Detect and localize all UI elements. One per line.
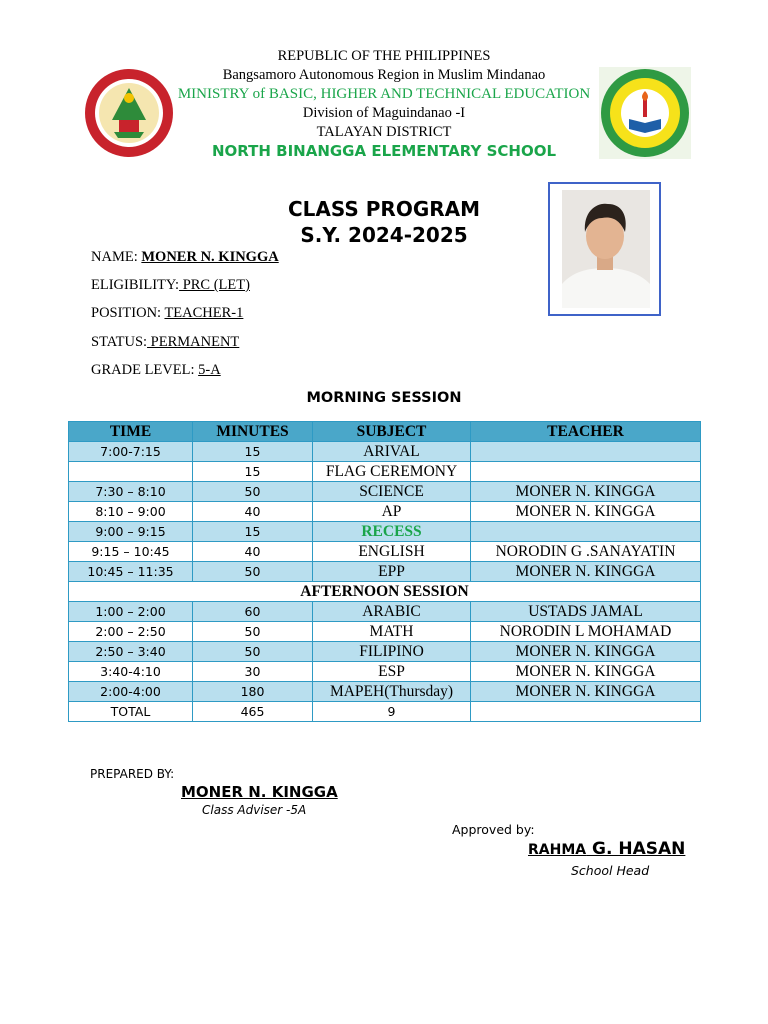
cell-subject: MATH	[313, 622, 471, 642]
eligibility-label: ELIGIBILITY:	[91, 277, 180, 293]
cell-minutes: 50	[193, 642, 313, 662]
status-label: STATUS:	[91, 334, 148, 350]
cell-minutes: 15	[193, 462, 313, 482]
header-district: TALAYAN DISTRICT	[316, 124, 452, 140]
name-row	[91, 249, 279, 266]
cell-subject: AP	[313, 502, 471, 522]
cell-minutes: 15	[193, 522, 313, 542]
table-header-row	[69, 422, 701, 442]
cell-minutes: 60	[193, 602, 313, 622]
table-row	[69, 642, 701, 662]
header-ministry: MINISTRY of BASIC, HIGHER AND TECHNICAL EDUCATION	[177, 86, 591, 102]
cell-teacher: MONER N. KINGGA	[471, 682, 701, 702]
col-header-teacher: TEACHER	[471, 422, 701, 442]
cell-subject: EPP	[313, 562, 471, 582]
cell-time: 8:10 – 9:00	[69, 502, 193, 522]
table-row	[69, 622, 701, 642]
cell-teacher: MONER N. KINGGA	[471, 662, 701, 682]
morning-session-label: MORNING SESSION	[306, 390, 462, 406]
cell-subject: ARIVAL	[313, 442, 471, 462]
header-region: Bangsamoro Autonomous Region in Muslim Mindanao	[222, 67, 546, 83]
class-program-table	[68, 421, 701, 722]
position-value: TEACHER-1	[164, 305, 244, 321]
cell-teacher	[471, 522, 701, 542]
cell-subject: FILIPINO	[313, 642, 471, 662]
cell-subject: MAPEH(Thursday)	[313, 682, 471, 702]
eligibility-row	[91, 277, 250, 294]
cell-time: 2:00 – 2:50	[69, 622, 193, 642]
cell-total-subjects: 9	[313, 702, 471, 722]
name-label: NAME:	[91, 249, 142, 265]
cell-teacher: MONER N. KINGGA	[471, 642, 701, 662]
eligibility-value: PRC (LET)	[179, 277, 250, 293]
prepared-by-label: PREPARED BY:	[90, 767, 175, 781]
prepared-by-name: MONER N. KINGGA	[181, 783, 338, 801]
approved-by-label: Approved by:	[452, 822, 535, 837]
table-row	[69, 522, 701, 542]
grade-level-value: 5-A	[198, 362, 221, 378]
position-label: POSITION:	[91, 305, 165, 321]
cell-minutes: 180	[193, 682, 313, 702]
approved-by-name	[528, 839, 685, 859]
cell-teacher: MONER N. KINGGA	[471, 562, 701, 582]
col-header-minutes: MINUTES	[193, 422, 313, 442]
cell-subject: ENGLISH	[313, 542, 471, 562]
approved-by-role: School Head	[571, 863, 650, 878]
cell-subject: ARABIC	[313, 602, 471, 622]
cell-time: 1:00 – 2:00	[69, 602, 193, 622]
table-row	[69, 602, 701, 622]
table-row	[69, 462, 701, 482]
cell-minutes: 40	[193, 502, 313, 522]
cell-subject: SCIENCE	[313, 482, 471, 502]
cell-teacher: NORODIN L MOHAMAD	[471, 622, 701, 642]
cell-teacher	[471, 442, 701, 462]
table-row	[69, 442, 701, 462]
header-division: Division of Maguindanao -I	[302, 105, 466, 121]
cell-minutes: 40	[193, 542, 313, 562]
cell-time: 7:30 – 8:10	[69, 482, 193, 502]
col-header-time: TIME	[69, 422, 193, 442]
cell-time: 9:00 – 9:15	[69, 522, 193, 542]
cell-time: 10:45 – 11:35	[69, 562, 193, 582]
table-row	[69, 682, 701, 702]
table-row	[69, 502, 701, 522]
cell-time: 2:50 – 3:40	[69, 642, 193, 662]
cell-subject: FLAG CEREMONY	[313, 462, 471, 482]
table-row	[69, 562, 701, 582]
status-value: PERMANENT	[147, 334, 240, 350]
position-row	[91, 305, 243, 322]
cell-teacher	[471, 462, 701, 482]
prepared-by-role: Class Adviser -5A	[202, 803, 307, 817]
cell-minutes: 50	[193, 562, 313, 582]
school-year: S.Y. 2024-2025	[300, 223, 468, 247]
name-value: MONER N. KINGGA	[141, 249, 279, 265]
teacher-photo	[548, 182, 661, 316]
cell-minutes: 30	[193, 662, 313, 682]
cell-total-teacher	[471, 702, 701, 722]
cell-time: 9:15 – 10:45	[69, 542, 193, 562]
cell-minutes: 50	[193, 622, 313, 642]
cell-time	[69, 462, 193, 482]
total-row	[69, 702, 701, 722]
cell-total-label: TOTAL	[69, 702, 193, 722]
cell-teacher: MONER N. KINGGA	[471, 502, 701, 522]
approved-by-name-rest: G. HASAN	[586, 839, 686, 859]
grade-level-row	[91, 362, 221, 379]
cell-subject-recess: RECESS	[313, 522, 471, 542]
cell-subject: ESP	[313, 662, 471, 682]
cell-time: 3:40-4:10	[69, 662, 193, 682]
afternoon-session-row	[69, 582, 701, 602]
document-title: CLASS PROGRAM	[287, 197, 481, 221]
cell-total-minutes: 465	[193, 702, 313, 722]
cell-teacher: USTADS JAMAL	[471, 602, 701, 622]
school-name: NORTH BINANGGA ELEMENTARY SCHOOL	[211, 142, 557, 160]
status-row	[91, 334, 239, 351]
afternoon-session-label: AFTERNOON SESSION	[69, 582, 701, 602]
cell-time: 7:00-7:15	[69, 442, 193, 462]
col-header-subject: SUBJECT	[313, 422, 471, 442]
cell-minutes: 15	[193, 442, 313, 462]
table-row	[69, 482, 701, 502]
cell-time: 2:00-4:00	[69, 682, 193, 702]
grade-level-label: GRADE LEVEL:	[91, 362, 199, 378]
header-republic: REPUBLIC OF THE PHILIPPINES	[277, 48, 491, 64]
cell-teacher: MONER N. KINGGA	[471, 482, 701, 502]
cell-teacher: NORODIN G .SANAYATIN	[471, 542, 701, 562]
table-row	[69, 542, 701, 562]
table-row	[69, 662, 701, 682]
cell-minutes: 50	[193, 482, 313, 502]
approved-by-name-prefix: RAHMA	[528, 842, 587, 858]
